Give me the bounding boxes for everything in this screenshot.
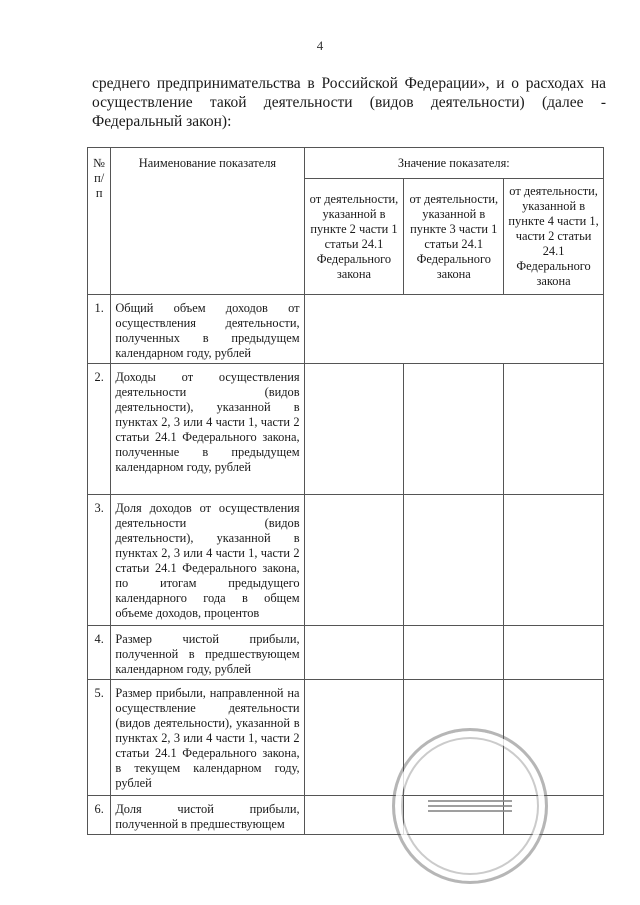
table-row	[88, 495, 604, 626]
row-value-cell	[304, 680, 404, 796]
row-number: 6.	[88, 796, 111, 835]
row-number: 3.	[88, 495, 111, 626]
row-value-cell	[504, 495, 604, 626]
row-indicator-name: Доходы от осуществления деятельности (видов деятельности), указанной в пунктах 2, 3 или 4 части 1, части 2 статьи 24.1 Федерального закона, полученные в предыдущем календарном году, рублей	[111, 364, 304, 495]
row-value-cell	[304, 626, 404, 680]
intro-line: среднего предпринимательства в Российской Федерации», и о расходах на	[92, 75, 606, 92]
row-indicator-name: Размер чистой прибыли, полученной в предшествующем календарном году, рублей	[111, 626, 304, 680]
header-value-column: от деятельности, указанной в пункте 4 части 1, части 2 статьи 24.1 Федерального закона	[504, 179, 604, 295]
intro-paragraph	[92, 74, 606, 131]
page-number: 4	[316, 38, 324, 53]
intro-line: осуществление такой деятельности (видов деятельности) (далее -	[92, 94, 606, 111]
official-seal-stamp	[392, 728, 548, 884]
header-value-group: Значение показателя:	[304, 148, 603, 179]
row-indicator-name: Размер прибыли, направленной на осуществление деятельности (видов деятельности), указанной в пунктах 2, 3 или 4 части 1, части 2 статьи 24.1 Федерального закона, в текущем календарном году, рублей	[111, 680, 304, 796]
row-value-cell	[504, 364, 604, 495]
row-indicator-name: Доля доходов от осуществления деятельности (видов деятельности), указанной в пунктах 2, 3 или 4 части 1, части 2 статьи 24.1 Федерального закона, по итогам предыдущего календарного года в общем объеме доходов, процентов	[111, 495, 304, 626]
row-value-cell	[304, 495, 404, 626]
row-number: 5.	[88, 680, 111, 796]
row-value-cell	[404, 626, 504, 680]
row-value-cell	[304, 796, 404, 835]
row-value-cell	[404, 364, 504, 495]
row-value-cell	[304, 364, 404, 495]
table-header-row	[88, 148, 604, 179]
intro-line: Федеральный закон):	[92, 113, 232, 130]
seal-graphic	[420, 797, 520, 815]
row-value-cell	[404, 495, 504, 626]
row-indicator-name: Общий объем доходов от осуществления деятельности, полученных в предыдущем календарном году, рублей	[111, 295, 304, 364]
table-row	[88, 626, 604, 680]
header-value-column: от деятельности, указанной в пункте 3 части 1 статьи 24.1 Федерального закона	[404, 179, 504, 295]
table-row	[88, 295, 604, 364]
row-number: 1.	[88, 295, 111, 364]
row-value-cell	[504, 626, 604, 680]
row-value-cell	[304, 295, 603, 364]
header-indicator-name: Наименование показателя	[111, 148, 304, 295]
table-row	[88, 364, 604, 495]
header-value-column: от деятельности, указанной в пункте 2 части 1 статьи 24.1 Федерального закона	[304, 179, 404, 295]
indicator-table	[87, 147, 604, 835]
row-number: 4.	[88, 626, 111, 680]
row-indicator-name: Доля чистой прибыли, полученной в предшествующем	[111, 796, 304, 835]
row-number: 2.	[88, 364, 111, 495]
header-number: № п/п	[88, 148, 111, 295]
